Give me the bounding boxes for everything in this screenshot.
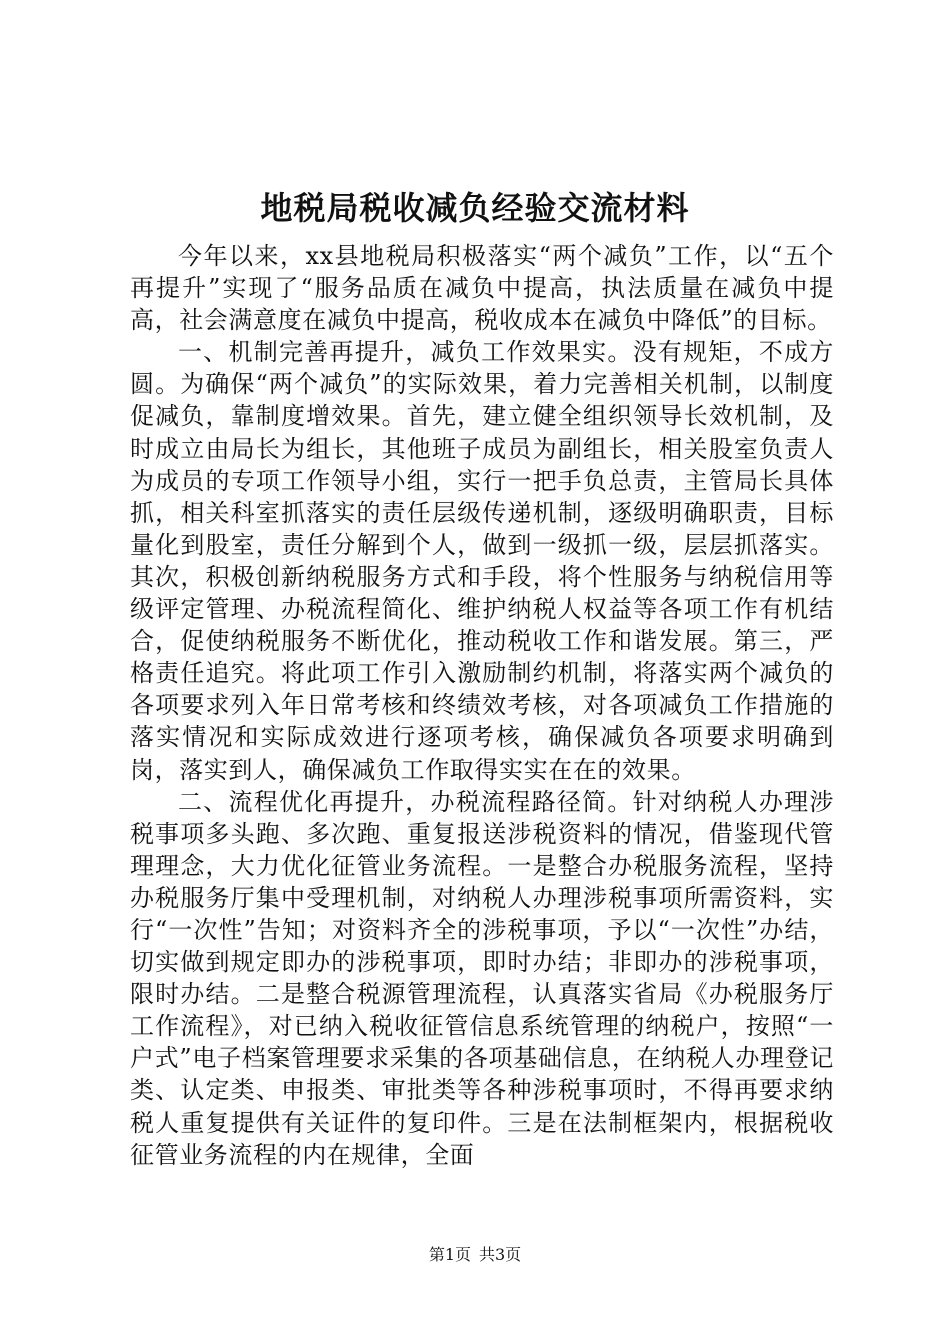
document-body xyxy=(130,240,834,1171)
page-number-current: 第1页 xyxy=(428,1245,471,1264)
intro-paragraph: 今年以来，xx县地税局积极落实“两个减负”工作，以“五个再提升”实现了“服务品质在减负中提高，执法质量在减负中提高，社会满意度在减负中提高，税收成本在减负中降低”的目标。 xyxy=(130,242,834,335)
page-number-total: 共3页 xyxy=(479,1245,522,1264)
section-two-paragraph: 二、流程优化再提升，办税流程路径简。针对纳税人办理涉税事项多头跑、多次跑、重复报送涉税资料的情况，借鉴现代管理理念，大力优化征管业务流程。一是整合办税服务流程，坚持办税服务厅集中受理机制，对纳税人办理涉税事项所需资料，实行“一次性”告知；对资料齐全的涉税事项，予以“一次性”办结，切实做到规定即办的涉税事项，即时办结；非即办的涉税事项，限时办结。二是整合税源管理流程，认真落实省局《办税服务厅工作流程》，对已纳入税收征管信息系统管理的纳税户，按照“一户式”电子档案管理要求采集的各项基础信息，在纳税人办理登记类、认定类、申报类、审批类等各种涉税事项时，不得再要求纳税人重复提供有关证件的复印件。三是在法制框架内，根据税收征管业务流程的内在规律，全面 xyxy=(130,787,834,1169)
page-footer xyxy=(0,1244,950,1266)
page-title: 地税局税收减负经验交流材料 xyxy=(260,189,690,227)
section-one-paragraph: 一、机制完善再提升，减负工作效果实。没有规矩，不成方圆。为确保“两个减负”的实际效果，着力完善相关机制，以制度促减负，靠制度增效果。首先，建立健全组织领导长效机制，及时成立由局长为组长，其他班子成员为副组长，相关股室负责人为成员的专项工作领导小组，实行一把手负总责，主管局长具体抓，相关科室抓落实的责任层级传递机制，逐级明确职责，目标量化到股室，责任分解到个人，做到一级抓一级，层层抓落实。其次，积极创新纳税服务方式和手段，将个性服务与纳税信用等级评定管理、办税流程简化、维护纳税人权益等各项工作有机结合，促使纳税服务不断优化，推动税收工作和谐发展。第三，严格责任追究。将此项工作引入激励制约机制，将落实两个减负的各项要求列入年日常考核和终绩效考核，对各项减负工作措施的落实情况和实际成效进行逐项考核，确保减负各项要求明确到岗，落实到人，确保减负工作取得实实在在的效果。 xyxy=(130,338,834,784)
